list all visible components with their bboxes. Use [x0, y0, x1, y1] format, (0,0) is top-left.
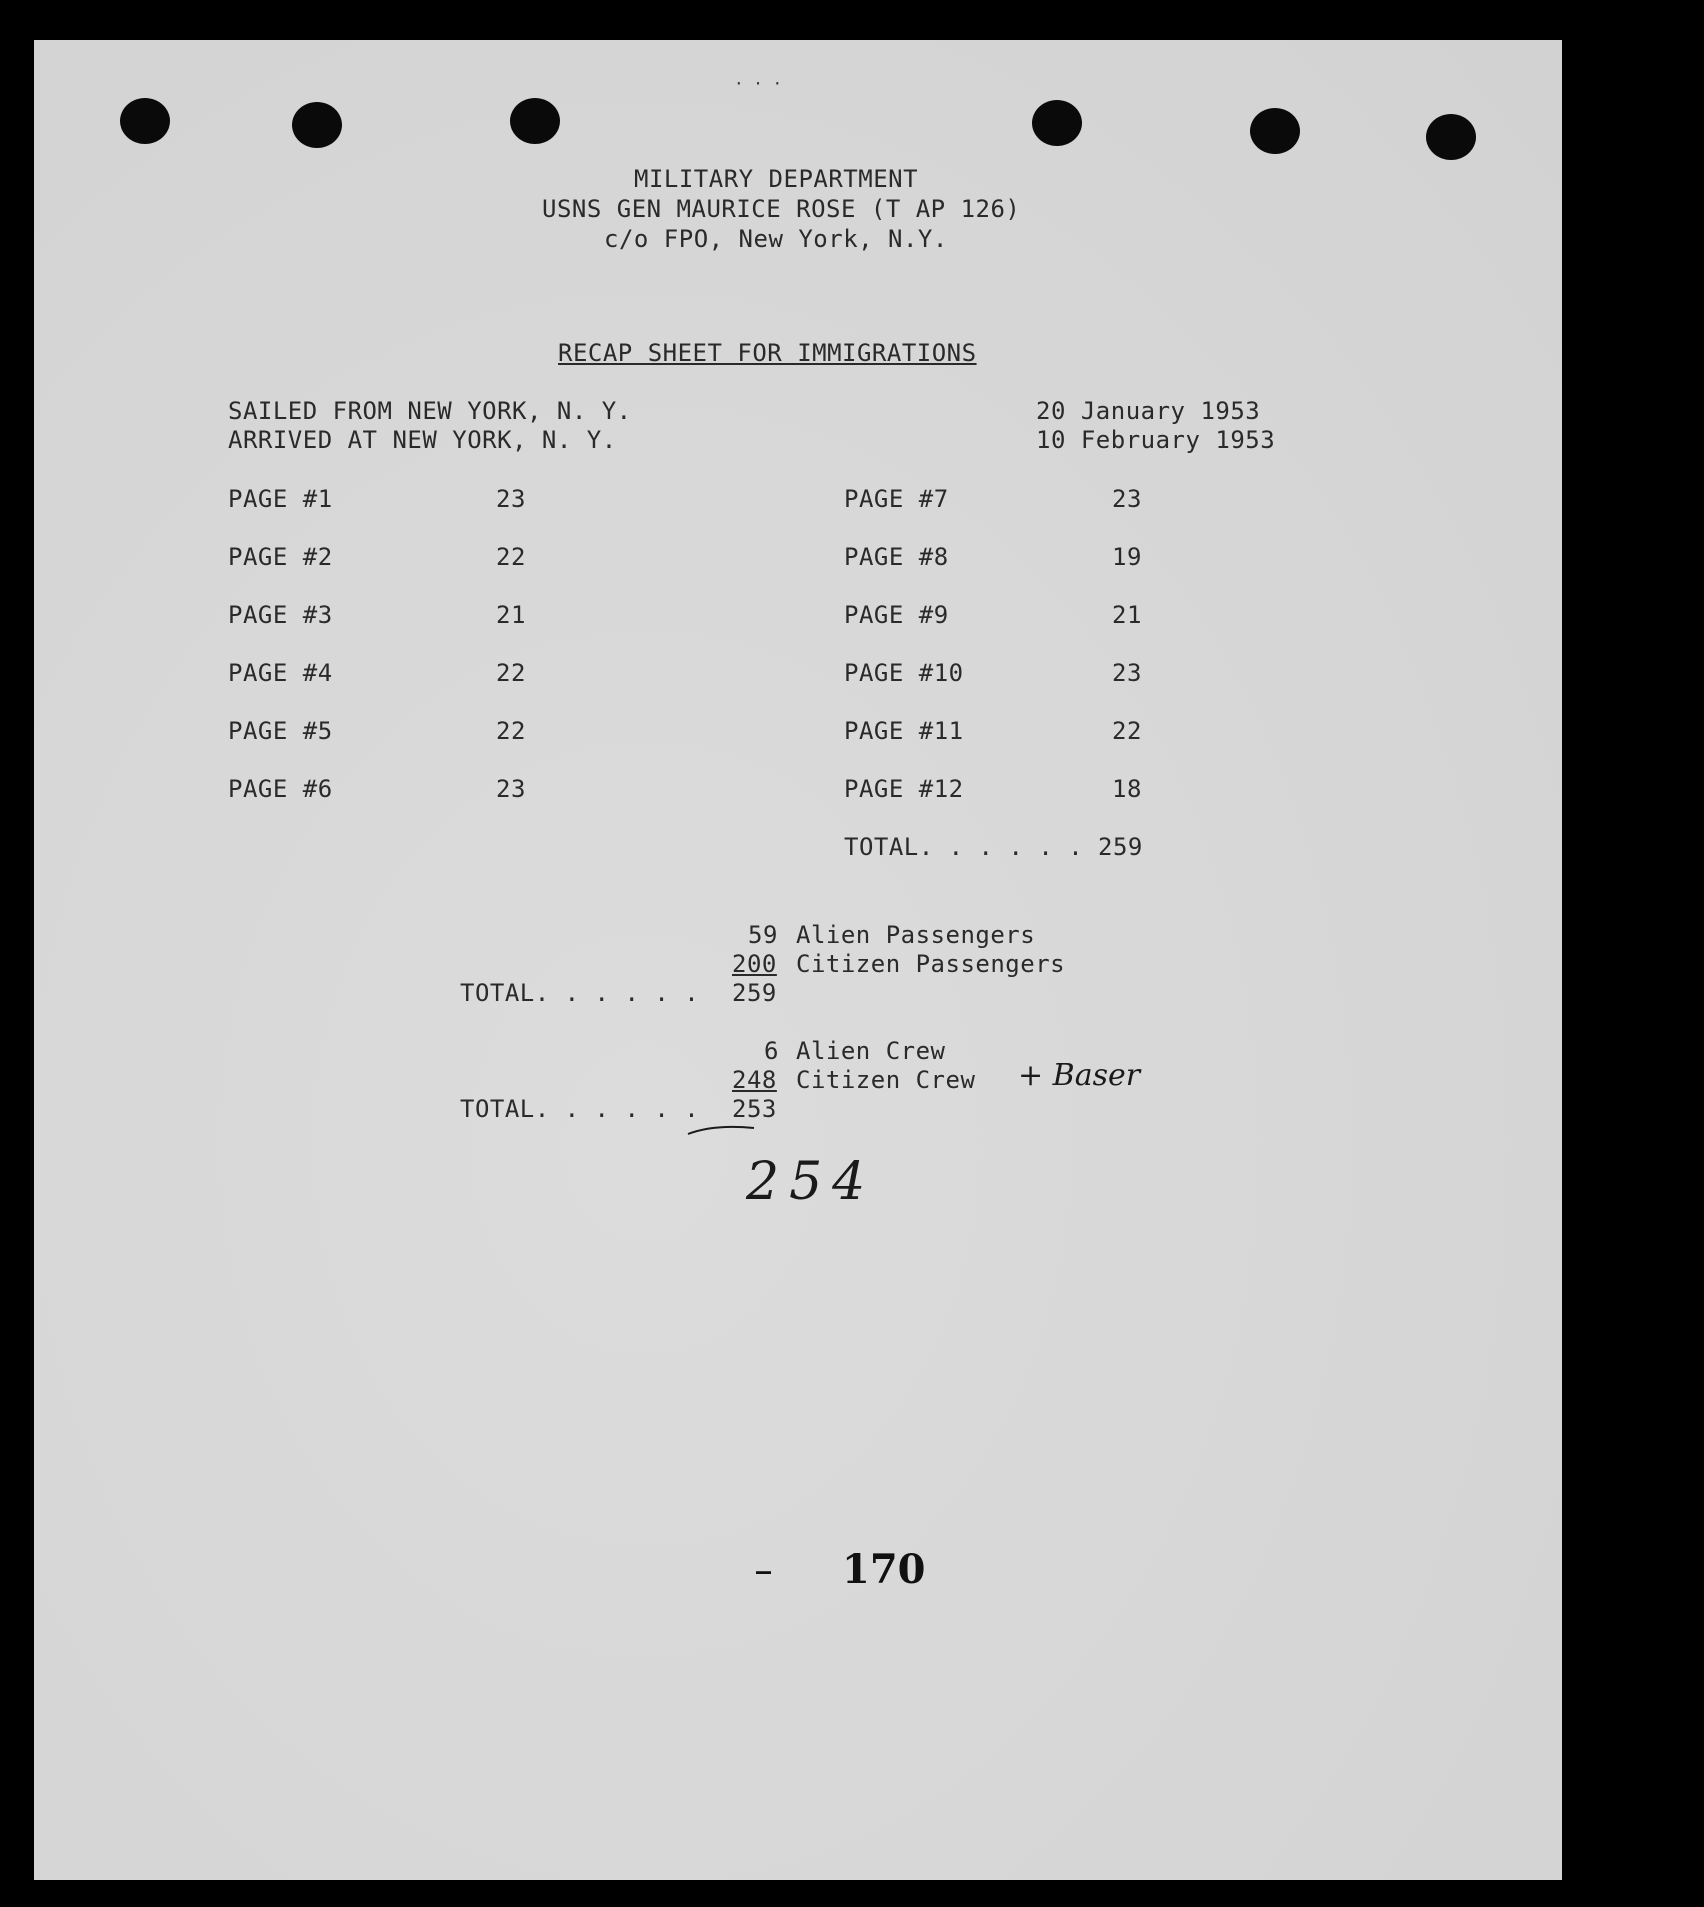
document-page	[34, 40, 1562, 1880]
citizen-passenger-count: 200	[732, 950, 777, 978]
page-label-2: PAGE #2	[228, 543, 333, 571]
page-count-6: 23	[496, 775, 526, 803]
page-label-12: PAGE #12	[844, 775, 964, 803]
arrived-label: ARRIVED AT NEW YORK, N. Y.	[228, 426, 617, 454]
page-label-11: PAGE #11	[844, 717, 964, 745]
page-number-dash: _	[756, 1540, 771, 1575]
sailed-date: 20 January 1953	[1036, 397, 1261, 425]
page-count-3: 21	[496, 601, 526, 629]
page-label-6: PAGE #6	[228, 775, 333, 803]
alien-crew-label: Alien Crew	[796, 1037, 946, 1065]
punch-hole-3	[510, 98, 560, 144]
page-label-4: PAGE #4	[228, 659, 333, 687]
handwritten-stroke	[684, 1120, 764, 1140]
page-count-7: 23	[1112, 485, 1142, 513]
alien-passenger-label: Alien Passengers	[796, 921, 1036, 949]
alien-passenger-count: 59	[748, 921, 778, 949]
header-line-2: USNS GEN MAURICE ROSE (T AP 126)	[542, 195, 1021, 223]
alien-crew-count: 6	[764, 1037, 779, 1065]
punch-hole-1	[120, 98, 170, 144]
punch-hole-4	[1032, 100, 1082, 146]
citizen-passenger-label: Citizen Passengers	[796, 950, 1066, 978]
header-line-3: c/o FPO, New York, N.Y.	[604, 225, 948, 253]
header-line-1: MILITARY DEPARTMENT	[634, 165, 919, 193]
page-count-2: 22	[496, 543, 526, 571]
crew-total-label: TOTAL. . . . . .	[460, 1095, 700, 1123]
crew-total-value: 253	[732, 1095, 777, 1123]
punch-hole-2	[292, 102, 342, 148]
page-count-9: 21	[1112, 601, 1142, 629]
page-number: 170	[842, 1546, 926, 1593]
page-label-10: PAGE #10	[844, 659, 964, 687]
handwritten-total: 254	[746, 1152, 876, 1212]
page-count-11: 22	[1112, 717, 1142, 745]
speck-marks: · · ·	[734, 74, 783, 93]
page-label-3: PAGE #3	[228, 601, 333, 629]
citizen-crew-count: 248	[732, 1066, 777, 1094]
page-count-4: 22	[496, 659, 526, 687]
punch-hole-5	[1250, 108, 1300, 154]
page-count-8: 19	[1112, 543, 1142, 571]
sailed-label: SAILED FROM NEW YORK, N. Y.	[228, 397, 632, 425]
page-count-10: 23	[1112, 659, 1142, 687]
page-label-1: PAGE #1	[228, 485, 333, 513]
page-count-1: 23	[496, 485, 526, 513]
punch-hole-6	[1426, 114, 1476, 160]
passengers-total-label: TOTAL. . . . . .	[460, 979, 700, 1007]
page-count-5: 22	[496, 717, 526, 745]
page-title: RECAP SHEET FOR IMMIGRATIONS	[558, 339, 977, 367]
citizen-crew-label: Citizen Crew	[796, 1066, 976, 1094]
passengers-total-value: 259	[732, 979, 777, 1007]
page-count-12: 18	[1112, 775, 1142, 803]
page-label-8: PAGE #8	[844, 543, 949, 571]
page-label-5: PAGE #5	[228, 717, 333, 745]
page-label-9: PAGE #9	[844, 601, 949, 629]
handwritten-note: + Baser	[1018, 1058, 1141, 1093]
arrived-date: 10 February 1953	[1036, 426, 1276, 454]
page-label-7: PAGE #7	[844, 485, 949, 513]
pages-total-value: 259	[1098, 833, 1143, 861]
pages-total-label: TOTAL. . . . . .	[844, 833, 1084, 861]
